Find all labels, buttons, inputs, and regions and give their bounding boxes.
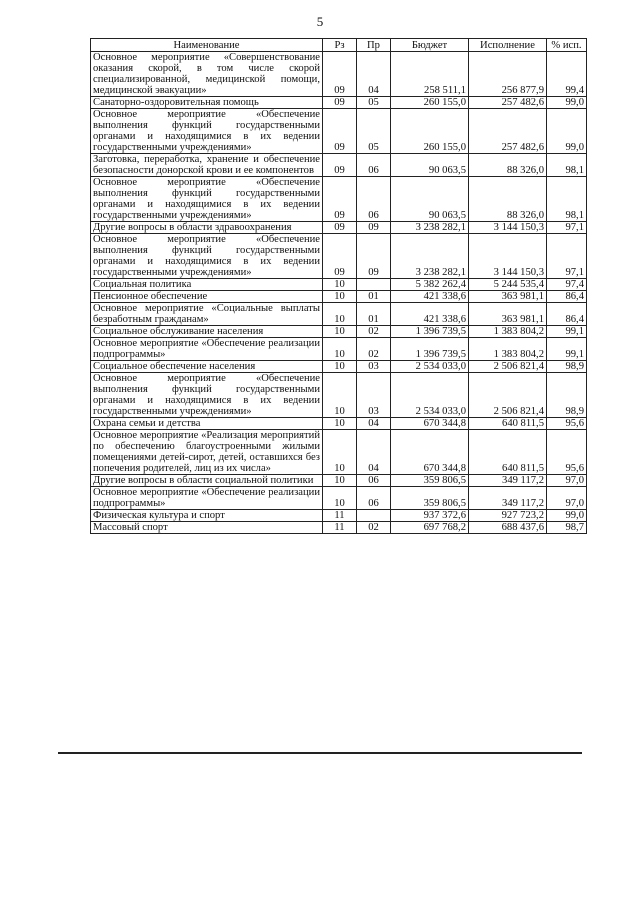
- row-rz-cell: 10: [323, 475, 357, 487]
- table-row: [91, 109, 587, 154]
- row-name-cell: Основное мероприятие «Обеспечение выполнения функций государственными органами и находящимися в их ведении государственными учреждениями»: [91, 177, 323, 222]
- row-execution-cell: 3 144 150,3: [469, 234, 547, 279]
- row-execution-cell: 256 877,9: [469, 52, 547, 97]
- row-budget-cell: 260 155,0: [391, 109, 469, 154]
- row-pr-cell: 09: [357, 222, 391, 234]
- row-rz-cell: 09: [323, 52, 357, 97]
- row-budget-cell: 421 338,6: [391, 291, 469, 303]
- row-name-cell: Социальное обеспечение населения: [91, 361, 323, 373]
- table-row: [91, 487, 587, 510]
- header-execution: Исполнение: [469, 39, 547, 52]
- row-pr-cell: 04: [357, 430, 391, 475]
- row-percent-cell: 98,9: [547, 361, 587, 373]
- table-row: [91, 222, 587, 234]
- row-rz-cell: 10: [323, 418, 357, 430]
- row-name-cell: Социальная политика: [91, 279, 323, 291]
- table-row: [91, 177, 587, 222]
- row-budget-cell: 5 382 262,4: [391, 279, 469, 291]
- row-budget-cell: 3 238 282,1: [391, 222, 469, 234]
- table-row: [91, 234, 587, 279]
- row-name-cell: Пенсионное обеспечение: [91, 291, 323, 303]
- row-percent-cell: 86,4: [547, 291, 587, 303]
- row-name-cell: Другие вопросы в области социальной политики: [91, 475, 323, 487]
- row-name-cell: Социальное обслуживание населения: [91, 326, 323, 338]
- row-percent-cell: 99,0: [547, 510, 587, 522]
- row-rz-cell: 10: [323, 430, 357, 475]
- row-pr-cell: 03: [357, 373, 391, 418]
- row-name-cell: Основное мероприятие «Обеспечение выполнения функций государственными органами и находящимися в их ведении государственными учреждениями»: [91, 234, 323, 279]
- row-rz-cell: 09: [323, 177, 357, 222]
- table-row: [91, 373, 587, 418]
- row-percent-cell: 98,1: [547, 177, 587, 222]
- row-budget-cell: 258 511,1: [391, 52, 469, 97]
- table-row: [91, 97, 587, 109]
- row-rz-cell: 09: [323, 234, 357, 279]
- row-budget-cell: 670 344,8: [391, 430, 469, 475]
- row-pr-cell: 01: [357, 303, 391, 326]
- row-pr-cell: 06: [357, 154, 391, 177]
- table-row: [91, 510, 587, 522]
- row-percent-cell: 98,7: [547, 522, 587, 534]
- row-budget-cell: 359 806,5: [391, 475, 469, 487]
- row-name-cell: Заготовка, переработка, хранение и обеспечение безопасности донорской крови и ее компонентов: [91, 154, 323, 177]
- row-percent-cell: 97,4: [547, 279, 587, 291]
- row-budget-cell: 2 534 033,0: [391, 361, 469, 373]
- row-name-cell: Основное мероприятие «Реализация мероприятий по обеспечению благоустроенными жилыми помещениями детей-сирот, детей, оставшихся без попечения родителей, лиц из их числа»: [91, 430, 323, 475]
- page-number: 5: [316, 14, 324, 29]
- header-pr: Пр: [357, 39, 391, 52]
- row-pr-cell: 02: [357, 326, 391, 338]
- row-name-cell: Основное мероприятие «Совершенствование оказания скорой, в том числе скорой специализированной, медицинской помощи, медицинской эвакуации»: [91, 52, 323, 97]
- row-percent-cell: 97,1: [547, 222, 587, 234]
- row-budget-cell: 1 396 739,5: [391, 338, 469, 361]
- row-name-cell: Основное мероприятие «Обеспечение выполнения функций государственными органами и находящимися в их ведении государственными учреждениями»: [91, 373, 323, 418]
- header-budget: Бюджет: [391, 39, 469, 52]
- budget-execution-table: [90, 38, 587, 534]
- table-row: [91, 154, 587, 177]
- row-rz-cell: 09: [323, 109, 357, 154]
- row-pr-cell: 05: [357, 97, 391, 109]
- row-execution-cell: 640 811,5: [469, 430, 547, 475]
- row-percent-cell: 99,0: [547, 97, 587, 109]
- row-name-cell: Санаторно-оздоровительная помощь: [91, 97, 323, 109]
- row-pr-cell: 02: [357, 522, 391, 534]
- row-pr-cell: 04: [357, 418, 391, 430]
- row-budget-cell: 2 534 033,0: [391, 373, 469, 418]
- row-percent-cell: 99,1: [547, 326, 587, 338]
- row-name-cell: Физическая культура и спорт: [91, 510, 323, 522]
- row-pr-cell: 06: [357, 475, 391, 487]
- row-rz-cell: 10: [323, 326, 357, 338]
- header-name: Наименование: [91, 39, 323, 52]
- row-pr-cell: 06: [357, 177, 391, 222]
- row-rz-cell: 09: [323, 97, 357, 109]
- row-budget-cell: 937 372,6: [391, 510, 469, 522]
- row-pr-cell: 04: [357, 52, 391, 97]
- row-rz-cell: 10: [323, 338, 357, 361]
- page-footer-rule: [58, 752, 582, 754]
- row-budget-cell: 421 338,6: [391, 303, 469, 326]
- row-budget-cell: 90 063,5: [391, 154, 469, 177]
- row-execution-cell: 349 117,2: [469, 475, 547, 487]
- table-row: [91, 279, 587, 291]
- row-execution-cell: 363 981,1: [469, 291, 547, 303]
- row-rz-cell: 11: [323, 522, 357, 534]
- row-execution-cell: 363 981,1: [469, 303, 547, 326]
- row-percent-cell: 97,0: [547, 475, 587, 487]
- row-percent-cell: 99,4: [547, 52, 587, 97]
- row-execution-cell: 5 244 535,4: [469, 279, 547, 291]
- table-row: [91, 291, 587, 303]
- row-percent-cell: 99,1: [547, 338, 587, 361]
- row-execution-cell: 3 144 150,3: [469, 222, 547, 234]
- row-budget-cell: 260 155,0: [391, 97, 469, 109]
- row-percent-cell: 97,1: [547, 234, 587, 279]
- row-name-cell: Охрана семьи и детства: [91, 418, 323, 430]
- row-execution-cell: 2 506 821,4: [469, 373, 547, 418]
- row-percent-cell: 97,0: [547, 487, 587, 510]
- row-rz-cell: 10: [323, 291, 357, 303]
- table-row: [91, 430, 587, 475]
- row-execution-cell: 927 723,2: [469, 510, 547, 522]
- table-header-row: [91, 39, 587, 52]
- table-row: [91, 522, 587, 534]
- row-name-cell: Основное мероприятие «Социальные выплаты безработным гражданам»: [91, 303, 323, 326]
- row-pr-cell: 01: [357, 291, 391, 303]
- row-pr-cell: 02: [357, 338, 391, 361]
- row-budget-cell: 1 396 739,5: [391, 326, 469, 338]
- table-row: [91, 52, 587, 97]
- row-percent-cell: 98,9: [547, 373, 587, 418]
- row-percent-cell: 99,0: [547, 109, 587, 154]
- row-budget-cell: 359 806,5: [391, 487, 469, 510]
- row-budget-cell: 670 344,8: [391, 418, 469, 430]
- row-pr-cell: [357, 510, 391, 522]
- row-pr-cell: 09: [357, 234, 391, 279]
- row-name-cell: Массовый спорт: [91, 522, 323, 534]
- table-row: [91, 418, 587, 430]
- row-percent-cell: 98,1: [547, 154, 587, 177]
- row-execution-cell: 88 326,0: [469, 177, 547, 222]
- row-budget-cell: 3 238 282,1: [391, 234, 469, 279]
- row-execution-cell: 349 117,2: [469, 487, 547, 510]
- table-row: [91, 475, 587, 487]
- row-percent-cell: 95,6: [547, 418, 587, 430]
- row-rz-cell: 10: [323, 487, 357, 510]
- row-name-cell: Другие вопросы в области здравоохранения: [91, 222, 323, 234]
- row-execution-cell: 1 383 804,2: [469, 338, 547, 361]
- row-percent-cell: 95,6: [547, 430, 587, 475]
- row-name-cell: Основное мероприятие «Обеспечение реализации подпрограммы»: [91, 487, 323, 510]
- row-pr-cell: 06: [357, 487, 391, 510]
- row-execution-cell: 257 482,6: [469, 109, 547, 154]
- row-pr-cell: 03: [357, 361, 391, 373]
- row-execution-cell: 688 437,6: [469, 522, 547, 534]
- header-percent: % исп.: [547, 39, 587, 52]
- header-rz: Рз: [323, 39, 357, 52]
- row-rz-cell: 11: [323, 510, 357, 522]
- row-rz-cell: 09: [323, 154, 357, 177]
- row-rz-cell: 09: [323, 222, 357, 234]
- row-rz-cell: 10: [323, 361, 357, 373]
- table-row: [91, 326, 587, 338]
- row-pr-cell: [357, 279, 391, 291]
- row-execution-cell: 2 506 821,4: [469, 361, 547, 373]
- table-row: [91, 303, 587, 326]
- row-budget-cell: 697 768,2: [391, 522, 469, 534]
- row-execution-cell: 640 811,5: [469, 418, 547, 430]
- table-row: [91, 361, 587, 373]
- row-pr-cell: 05: [357, 109, 391, 154]
- row-name-cell: Основное мероприятие «Обеспечение выполнения функций государственными органами и находящимися в их ведении государственными учреждениями»: [91, 109, 323, 154]
- row-rz-cell: 10: [323, 279, 357, 291]
- row-execution-cell: 257 482,6: [469, 97, 547, 109]
- row-execution-cell: 1 383 804,2: [469, 326, 547, 338]
- table-row: [91, 338, 587, 361]
- row-name-cell: Основное мероприятие «Обеспечение реализации подпрограммы»: [91, 338, 323, 361]
- row-budget-cell: 90 063,5: [391, 177, 469, 222]
- row-rz-cell: 10: [323, 303, 357, 326]
- row-execution-cell: 88 326,0: [469, 154, 547, 177]
- row-percent-cell: 86,4: [547, 303, 587, 326]
- row-rz-cell: 10: [323, 373, 357, 418]
